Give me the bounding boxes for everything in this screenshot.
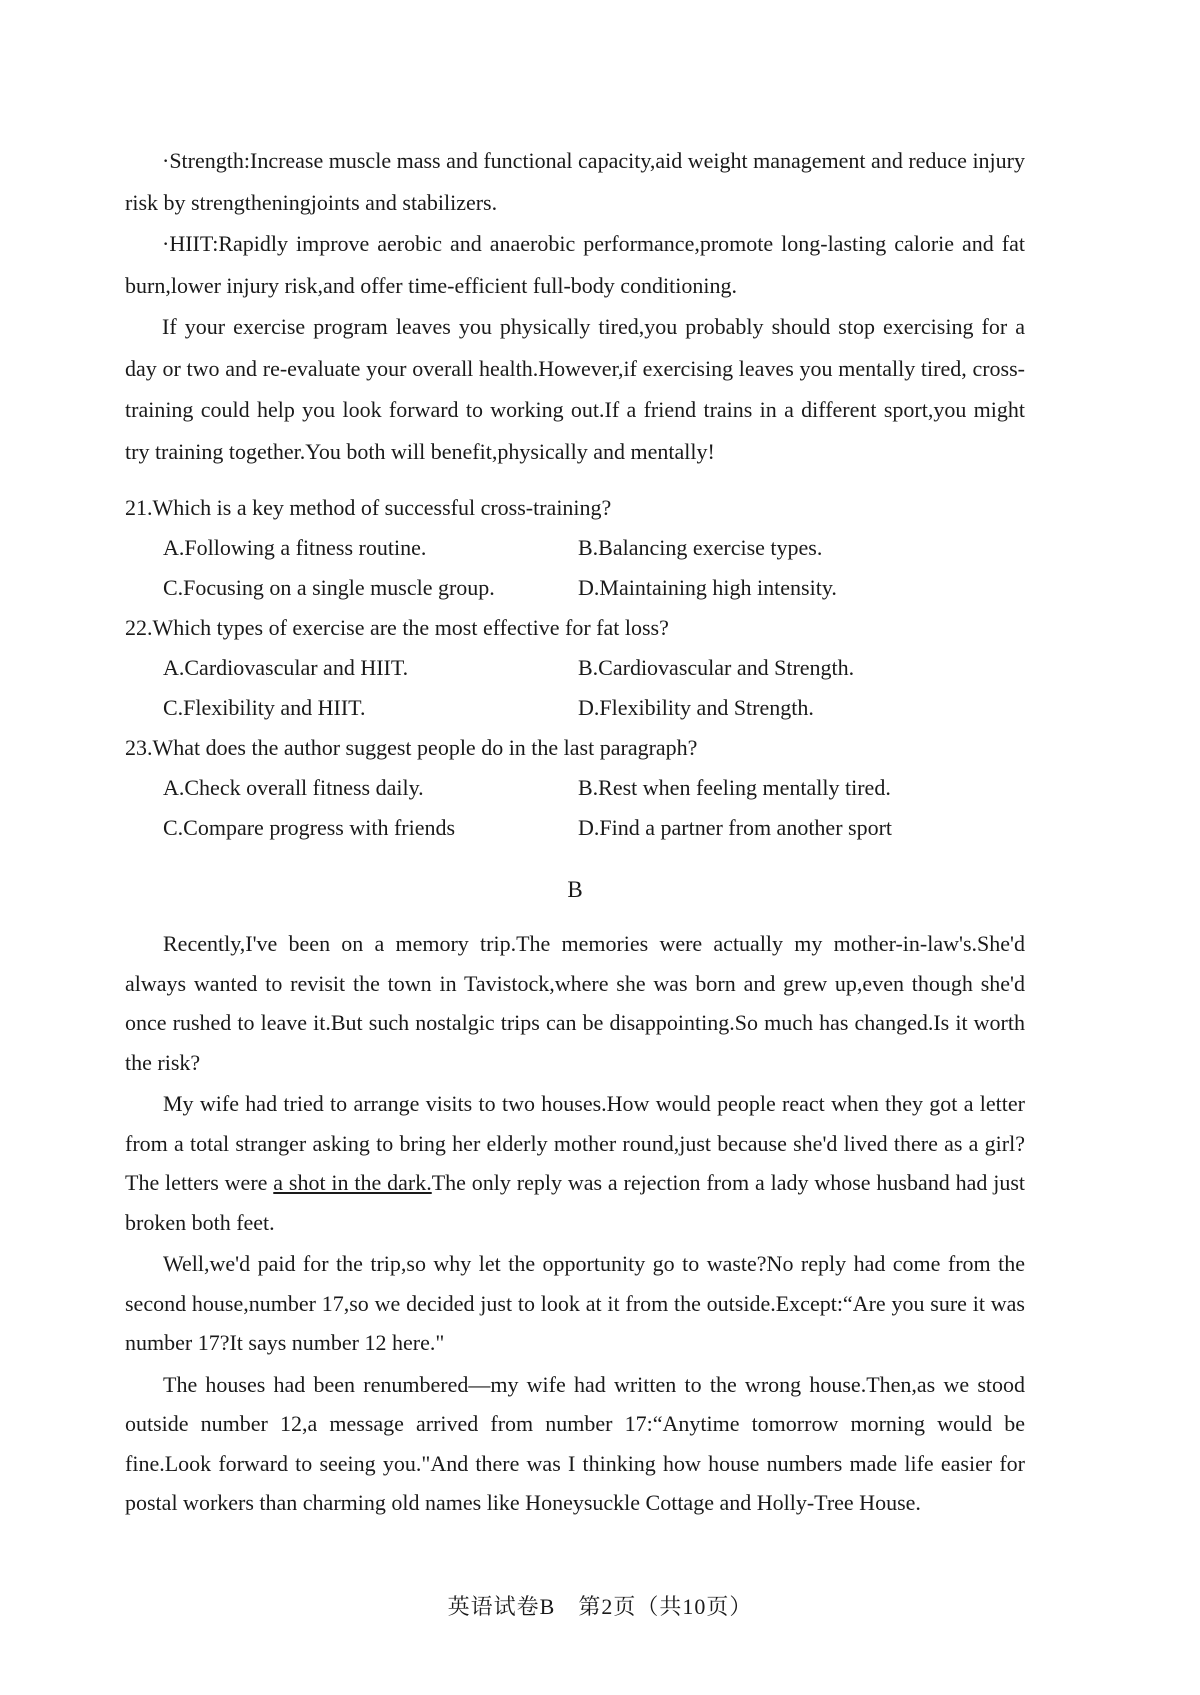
option-b: B.Cardiovascular and Strength. <box>578 655 855 680</box>
option-c: C.Flexibility and HIIT. <box>163 695 366 720</box>
option-d: D.Find a partner from another sport <box>578 815 893 840</box>
option-b: B.Balancing exercise types. <box>578 535 823 560</box>
option-b: B.Rest when feeling mentally tired. <box>578 775 891 800</box>
underlined-phrase: a shot in the dark. <box>273 1170 432 1195</box>
option-a: A.Cardiovascular and HIIT. <box>163 655 409 680</box>
option-d: D.Maintaining high intensity. <box>578 575 837 600</box>
option-a: A.Check overall fitness daily. <box>163 775 424 800</box>
question-22 <box>125 608 1025 728</box>
option-c: C.Focusing on a single muscle group. <box>163 575 495 600</box>
question-stem: 21.Which is a key method of successful cross-training? <box>125 495 612 520</box>
option-d: D.Flexibility and Strength. <box>578 695 814 720</box>
exam-page <box>125 140 1025 1523</box>
paragraph-text: The only reply was a rejection from a lady whose husband had just broken both feet. <box>125 1170 1025 1235</box>
hiit-bullet: ·HIIT:Rapidly improve aerobic and anaerobic performance,promote long-lasting calorie and fat burn,lower injury risk,and offer time-efficient full-body conditioning. <box>125 231 1025 298</box>
strength-bullet: ·Strength:Increase muscle mass and functional capacity,aid weight management and reduce injury risk by strengtheningjoints and stabilizers. <box>125 148 1025 215</box>
option-c: C.Compare progress with friends <box>163 815 456 840</box>
passage-a-closing-paragraph: If your exercise program leaves you physically tired,you probably should stop exercising for a day or two and re-evaluate your overall health.However,if exercising leaves you mentally tired, cross-training could help you look forward to working out.If a friend trains in a different sport,you might try training together.You both will benefit,physically and mentally! <box>125 314 1025 464</box>
section-b-title: B <box>567 877 583 902</box>
answer-options <box>125 648 1025 728</box>
passage-b-paragraph-3: Well,we'd paid for the trip,so why let the opportunity go to waste?No reply had come from the second house,number 17,so we decided just to look at it from the outside.Except:“Are you sure it was number 17?It says number 12 here." <box>125 1251 1025 1355</box>
passage-b-paragraph-2 <box>125 1084 1025 1242</box>
paragraph-text: My wife had tried to arrange visits to two houses.How would people react when they got a letter from a total stranger asking to bring her elderly mother round,just because she'd lived there as a girl?The letters were <box>125 1091 1025 1195</box>
passage-b-paragraph-1: Recently,I've been on a memory trip.The memories were actually my mother-in-law's.She'd always wanted to revisit the town in Tavistock,where she was born and grew up,even though she'd once rushed to leave it.But such nostalgic trips can be disappointing.So much has changed.Is it worth the risk? <box>125 931 1025 1075</box>
question-stem: 22.Which types of exercise are the most effective for fat loss? <box>125 615 669 640</box>
option-a: A.Following a fitness routine. <box>163 535 427 560</box>
question-stem: 23.What does the author suggest people do in the last paragraph? <box>125 735 698 760</box>
passage-b-paragraph-4: The houses had been renumbered—my wife had written to the wrong house.Then,as we stood outside number 12,a message arrived from number 17:“Anytime tomorrow morning would be fine.Look forward to seeing you."And there was I thinking how house numbers made life easier for postal workers than charming old names like Honeysuckle Cottage and Holly-Tree House. <box>125 1371 1025 1515</box>
answer-options <box>125 768 1025 848</box>
answer-options <box>125 528 1025 608</box>
page-footer: 英语试卷B 第2页（共10页） <box>447 1594 753 1619</box>
question-21 <box>125 488 1025 608</box>
question-23 <box>125 728 1025 848</box>
